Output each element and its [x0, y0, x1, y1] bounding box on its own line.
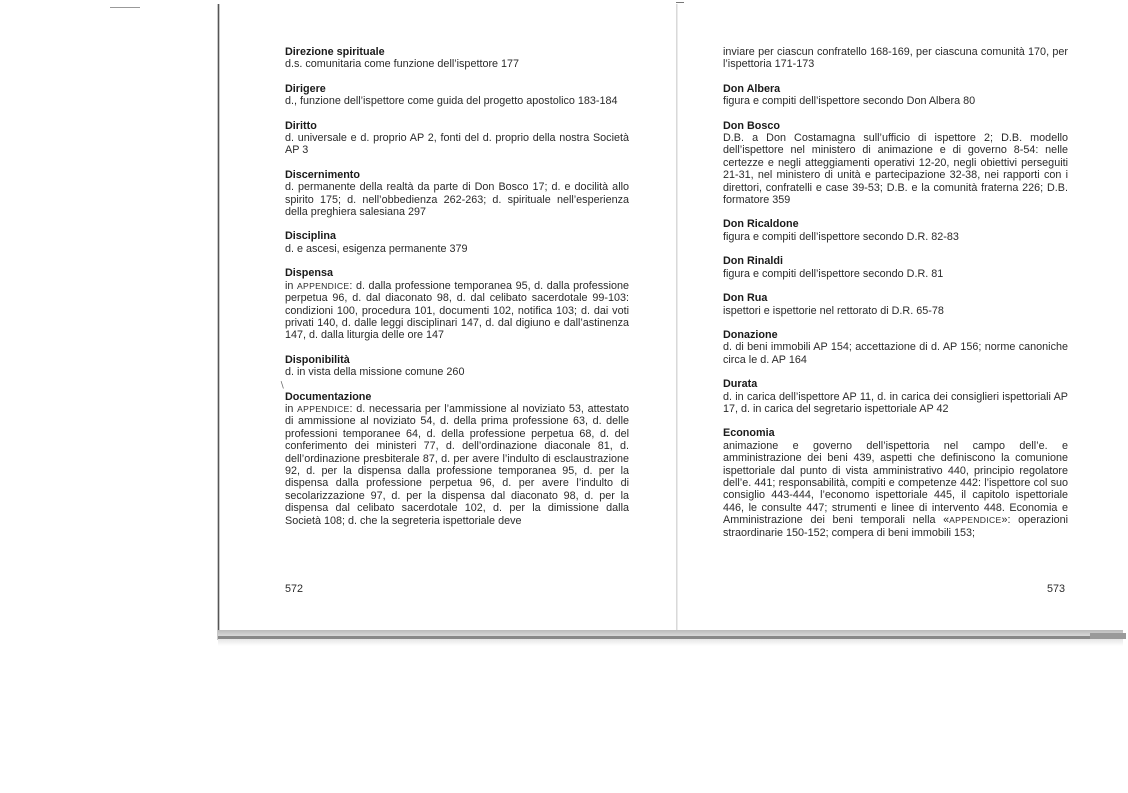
left-page-column	[285, 46, 629, 539]
entry-body: d. in vista della missione comune 260	[285, 366, 465, 379]
entry-body: d. universale e d. proprio AP 2, fonti del d. proprio della nostra Società AP 3	[285, 132, 629, 157]
index-entry	[723, 427, 1068, 539]
entry-text-tail: »: operazioni straordinarie 150-152; compera di beni immobili 153;	[723, 514, 1068, 539]
entry-text: : d. dalla professione temporanea 95, d. dalla professione perpetua 96, d. dal diaconato 98, d. dal celibato sacerdotale 99-103: condizioni 100, procedura 101, documenti 102, notifica 103; d. dai voti privati 140, d. dalle leggi disciplinari 147, d. dal digiuno e dall’astinenza 147, d. dalla liturgia delle ore 147	[285, 279, 629, 342]
appendix-ref: APPENDICE	[297, 403, 350, 414]
entry-heading: Don Rua	[723, 292, 768, 305]
entry-heading: Direzione spirituale	[285, 46, 385, 58]
index-entry	[285, 169, 629, 219]
entry-body: d.s. comunitaria come funzione dell’ispettore 177	[285, 58, 520, 71]
entry-body: ispettori e ispettorie nel rettorato di D.R. 65-78	[723, 304, 944, 317]
entry-heading: Economia	[723, 427, 775, 440]
entry-heading: Donazione	[723, 328, 778, 341]
entry-heading: Don Albera	[723, 82, 781, 95]
pencil-tick-mark: ∖	[279, 380, 285, 390]
entry-body: figura e compiti dell’ispettore secondo D.R. 81	[723, 267, 944, 280]
entry-heading: Discernimento	[285, 168, 360, 181]
index-entry	[723, 83, 1068, 108]
entry-body: figura e compiti dell’ispettore secondo D.R. 82-83	[723, 230, 959, 243]
index-entry	[285, 83, 629, 108]
scan-edge-mark	[110, 7, 140, 8]
entry-heading: Dirigere	[285, 82, 326, 95]
entry-heading: Durata	[723, 378, 758, 391]
entry-body	[285, 280, 629, 342]
entry-heading: Don Rinaldi	[723, 255, 783, 268]
page-bottom-edge	[218, 636, 1123, 639]
entry-heading: Documentazione	[285, 390, 372, 403]
index-entry	[723, 120, 1068, 207]
entry-body	[723, 440, 1068, 539]
entry-prefix: in	[285, 402, 298, 415]
entry-body: d. permanente della realtà da parte di Don Bosco 17; d. e docilità allo spirito 175; d. nell’obbedienza 262-263; d. spirituale nell’esperienza della preghiera salesiana 297	[285, 181, 629, 219]
appendix-ref: APPENDICE	[949, 515, 1002, 526]
index-entry	[723, 255, 1068, 280]
entry-body: figura e compiti dell’ispettore secondo Don Albera 80	[723, 95, 976, 108]
right-page-column	[723, 46, 1068, 551]
appendix-ref: APPENDICE	[297, 280, 350, 291]
entry-heading: Don Bosco	[723, 119, 780, 132]
entry-text: : d. necessaria per l’ammissione al noviziato 53, attestato di ammissione al noviziato 54, d. della prima professione 63, d. delle professioni temporanee 64, d. della professione perpetua 68, d. del conferimento dei ministeri 77, d. dell’ordinazione diaconale 81, d. dell’ordinazione presbiterale 87, d. per avere l’indulto di esclaustrazione 92, d. per la dispensa dalla professione temporanea 95, d. per la dispensa dalla professione perpetua 96, d. per avere l’indulto di secolarizzazione 97, d. per la dispensa dal diaconato 98, d. per la dispensa dal celibato sacerdotale 102, d. per la dimissione dalla Società 108; d. che la segreteria ispettoriale deve	[285, 402, 629, 527]
index-entry	[723, 292, 1068, 317]
index-entry	[285, 354, 629, 379]
index-entry	[723, 378, 1068, 415]
page-corner-mark	[1090, 633, 1126, 639]
index-entry	[285, 267, 629, 341]
page-number-left: 572	[285, 583, 304, 595]
index-entry	[285, 391, 629, 527]
index-entry	[723, 329, 1068, 366]
entry-heading: Don Ricaldone	[723, 218, 799, 231]
entry-body: D.B. a Don Costamagna sull’ufficio di ispettore 2; D.B. modello dell’ispettore nel ministero di animazione e di governo 8-54: nelle certezze e negli atteggiamenti operativi 12-20, negli obiettivi perseguiti 21-31, nel ministero di unità e partecipazione 32-38, nei rapporti con i direttori, confratelli e case 39-53; D.B. e la comunità fraterna 226; D.B. formatore 359	[723, 132, 1068, 207]
entry-body: d., funzione dell’ispettore come guida del progetto apostolico 183-184	[285, 95, 618, 108]
index-entry	[285, 46, 629, 71]
entry-heading: Disponibilità	[285, 353, 350, 366]
left-page-edge-line	[218, 4, 219, 640]
entry-body	[285, 403, 629, 527]
entry-body: d. di beni immobili AP 154; accettazione di d. AP 156; norme canoniche circa le d. AP 164	[723, 341, 1068, 366]
entry-prefix: in	[285, 279, 297, 292]
index-entry	[285, 230, 629, 255]
entry-text: animazione e governo dell’ispettoria nel campo dell’e. e amministrazione dei beni 439, aspetti che definiscono la comunione ispettoriale dal punto di vista amministrativo 440, principio regolatore dell’e. 441; responsabilità, compiti e competenze 442: l’ispettore col suo consiglio 443-444, l’economo ispettoriale 445, il capitolo ispettoriale 446, le consulte 447; strumenti e linee di intervento 448. Economia e Amministrazione dei beni temporali nella «	[723, 439, 1068, 527]
entry-heading: Diritto	[285, 119, 317, 132]
entry-body: d. in carica dell’ispettore AP 11, d. in carica dei consiglieri ispettoriali AP 17, d. in carica del segretario ispettoriale AP 42	[723, 390, 1068, 415]
entry-heading: Dispensa	[285, 267, 334, 280]
page-number-right: 573	[1047, 583, 1066, 595]
index-entry	[723, 218, 1068, 243]
book-gutter	[676, 4, 678, 640]
entry-heading: Disciplina	[285, 230, 337, 243]
index-entry	[285, 120, 629, 157]
entry-continuation: inviare per ciascun confratello 168-169, per ciascuna comunità 170, per l’ispettoria 171-173	[723, 46, 1068, 71]
entry-body: d. e ascesi, esigenza permanente 379	[285, 242, 468, 255]
gutter-tick-mark	[676, 2, 684, 3]
